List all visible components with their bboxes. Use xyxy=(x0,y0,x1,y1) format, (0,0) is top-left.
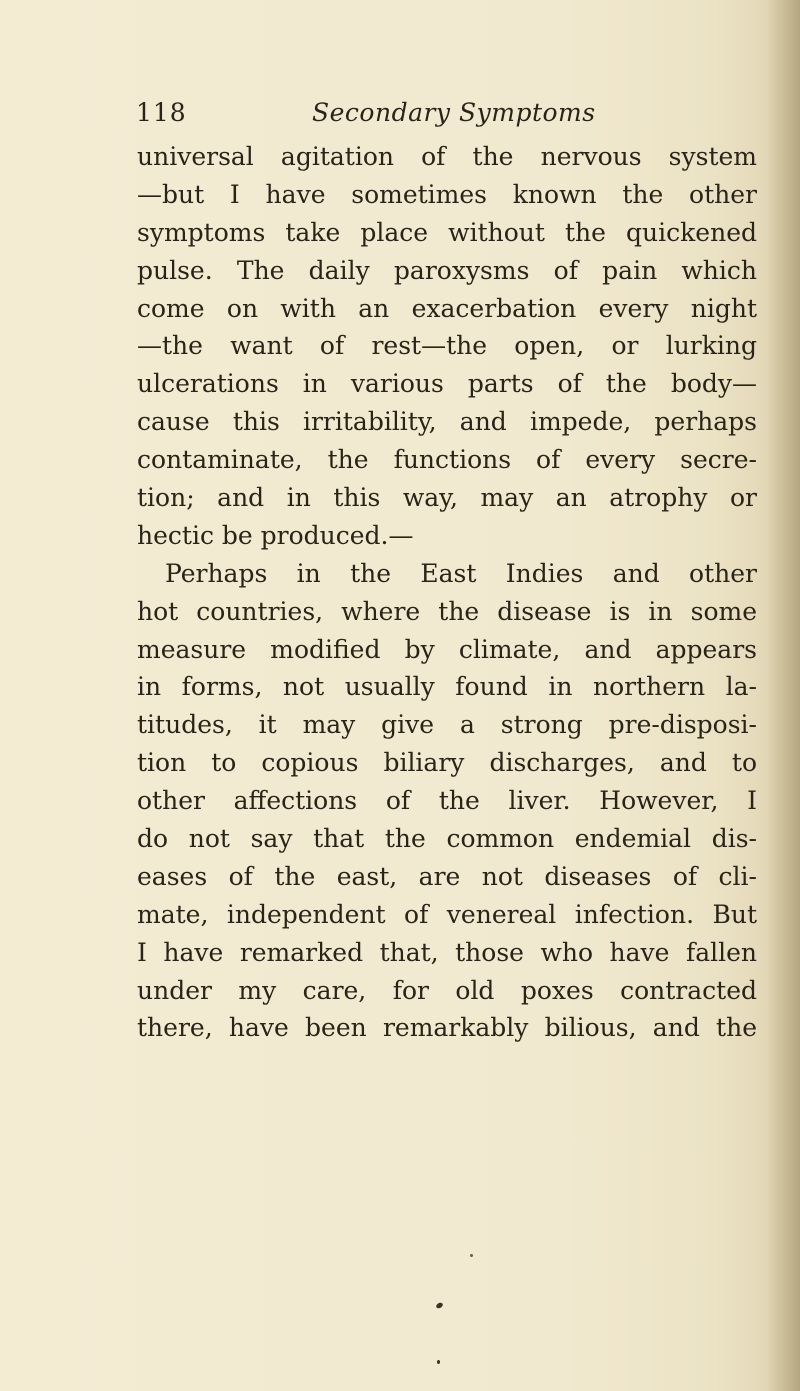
text-line: I have remarked that, those who have fallen xyxy=(137,937,757,967)
text-line: contaminate, the functions of every secre- xyxy=(137,445,757,475)
text-line: tion to copious biliary discharges, and to xyxy=(137,748,757,778)
ink-speck xyxy=(435,1302,444,1310)
text-line: measure modified by climate, and appears xyxy=(137,634,757,664)
text-line: pulse. The daily paroxysms of pain which xyxy=(137,255,757,285)
running-head: Secondary Symptoms xyxy=(312,98,596,127)
text-line: do not say that the common endemial dis- xyxy=(137,824,757,854)
text-line: symptoms take place without the quickened xyxy=(137,217,757,247)
text-line: under my care, for old poxes contracted xyxy=(137,975,757,1005)
page-header xyxy=(136,98,756,138)
body-text xyxy=(137,138,757,1047)
text-line: other affections of the liver. However, I xyxy=(137,786,757,816)
page-number: 118 xyxy=(136,98,187,127)
text-line: —the want of rest—the open, or lurking xyxy=(137,331,757,361)
page-edge-shadow xyxy=(766,0,800,1391)
text-line: mate, independent of venereal infection. But xyxy=(137,899,757,929)
text-line: ulcerations in various parts of the body— xyxy=(137,369,757,399)
text-line: there, have been remarkably bilious, and the xyxy=(137,1013,757,1043)
paragraph-start-line: Perhaps in the East Indies and other xyxy=(165,558,757,588)
text-line: in forms, not usually found in northern la- xyxy=(137,672,757,702)
ink-speck xyxy=(437,1360,440,1364)
text-line: —but I have sometimes known the other xyxy=(137,179,757,209)
text-line: hectic be produced.— xyxy=(137,520,414,550)
text-line: come on with an exacerbation every night xyxy=(137,293,757,323)
text-line: tion; and in this way, may an atrophy or xyxy=(137,483,757,513)
text-line: universal agitation of the nervous system xyxy=(137,142,757,171)
text-line: eases of the east, are not diseases of cli- xyxy=(137,861,757,891)
text-line: titudes, it may give a strong pre-disposi- xyxy=(137,710,757,740)
ink-speck xyxy=(470,1254,473,1257)
text-line: cause this irritability, and impede, perhaps xyxy=(137,407,757,437)
text-line: hot countries, where the disease is in some xyxy=(137,596,757,626)
